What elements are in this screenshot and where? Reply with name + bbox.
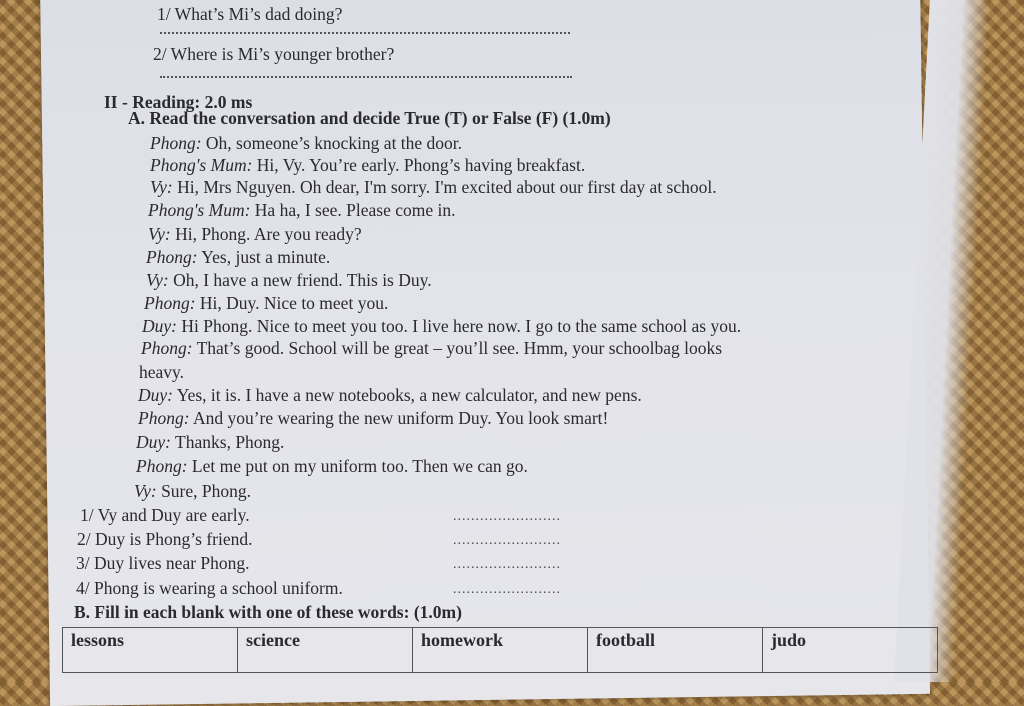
speaker-label: Phong: [150,133,202,153]
conversation-text: heavy. [139,362,185,382]
conversation-text: Hi, Phong. Are you ready? [175,224,362,244]
speaker-label: Phong: [138,408,190,428]
conversation-text: Thanks, Phong. [175,432,285,452]
conversation-text: Yes, it is. I have a new notebooks, a new calculator, and new pens. [176,385,642,405]
conversation-line [150,155,585,176]
word-box [62,627,938,673]
conversation-text: Yes, just a minute. [201,247,331,267]
word-football: football [588,628,763,673]
conversation-text: Sure, Phong. [161,481,251,501]
speaker-label: Vy: [146,270,169,290]
tf-item-1: 1/ Vy and Duy are early. [80,505,250,525]
section-heading: II - Reading: 2.0 ms [104,92,253,112]
conversation-text: Hi, Vy. You’re early. Phong’s having breakfast. [256,155,586,175]
conversation-text: And you’re wearing the new uniform Duy. You look smart! [192,408,609,428]
conversation-line [146,247,330,268]
speaker-label: Vy: [148,224,171,244]
question-1: 1/ What’s Mi’s dad doing? [157,4,343,24]
conversation-line [138,408,608,429]
conversation-text: Let me put on my uniform too. Then we can go. [191,456,528,476]
tf-item-2: 2/ Duy is Phong’s friend. [77,529,253,549]
speaker-label: Duy: [136,432,171,452]
conversation-text: Oh, I have a new friend. This is Duy. [173,270,432,290]
conversation-line [150,133,462,154]
word-science: science [238,628,413,673]
speaker-label: Vy: [150,177,173,197]
conversation-line [136,456,528,477]
speaker-label: Phong: [136,456,188,476]
conversation-text: Ha ha, I see. Please come in. [254,200,456,220]
answer-blank-2: ........................ [453,533,561,548]
part-a-heading: A. Read the conversation and decide True (T) or False (F) (1.0m) [128,108,611,128]
conversation-text: Oh, someone’s knocking at the door. [205,133,463,153]
answer-blank-1: ........................ [453,509,561,524]
answer-line-1 [160,32,570,34]
word-homework: homework [413,628,588,673]
tf-item-4: 4/ Phong is wearing a school uniform. [76,578,343,598]
conversation-line [141,338,722,359]
speaker-label: Phong's Mum: [148,200,251,220]
conversation-line [150,177,717,198]
conversation-line [136,432,284,453]
conversation-text: Hi, Duy. Nice to meet you. [199,293,389,313]
speaker-label: Duy: [138,385,173,405]
conversation-line [138,385,642,406]
conversation-text: That’s good. School will be great – you’ll see. Hmm, your schoolbag looks [196,338,723,358]
speaker-label: Phong: [144,293,196,313]
answer-line-2 [160,76,572,78]
conversation-line [142,316,741,337]
conversation-text: Hi Phong. Nice to meet you too. I live here now. I go to the same school as you. [181,316,742,336]
word-lessons: lessons [63,628,238,673]
conversation-line [134,481,251,502]
word-judo: judo [763,628,938,673]
speaker-label: Vy: [134,481,157,501]
answer-blank-4: ........................ [453,582,561,597]
answer-blank-3: ........................ [453,557,561,572]
conversation-line [144,293,388,314]
conversation-line [146,270,432,291]
conversation-line [148,200,455,221]
tf-item-3: 3/ Duy lives near Phong. [76,553,250,573]
speaker-label: Phong: [146,247,198,267]
conversation-text: Hi, Mrs Nguyen. Oh dear, I'm sorry. I'm excited about our first day at school. [177,177,717,197]
question-2: 2/ Where is Mi’s younger brother? [153,44,395,64]
part-b-heading: B. Fill in each blank with one of these words: (1.0m) [74,602,462,622]
conversation-line [139,362,184,383]
speaker-label: Phong's Mum: [150,155,253,175]
speaker-label: Phong: [141,338,193,358]
speaker-label: Duy: [142,316,177,336]
conversation-line [148,224,362,245]
